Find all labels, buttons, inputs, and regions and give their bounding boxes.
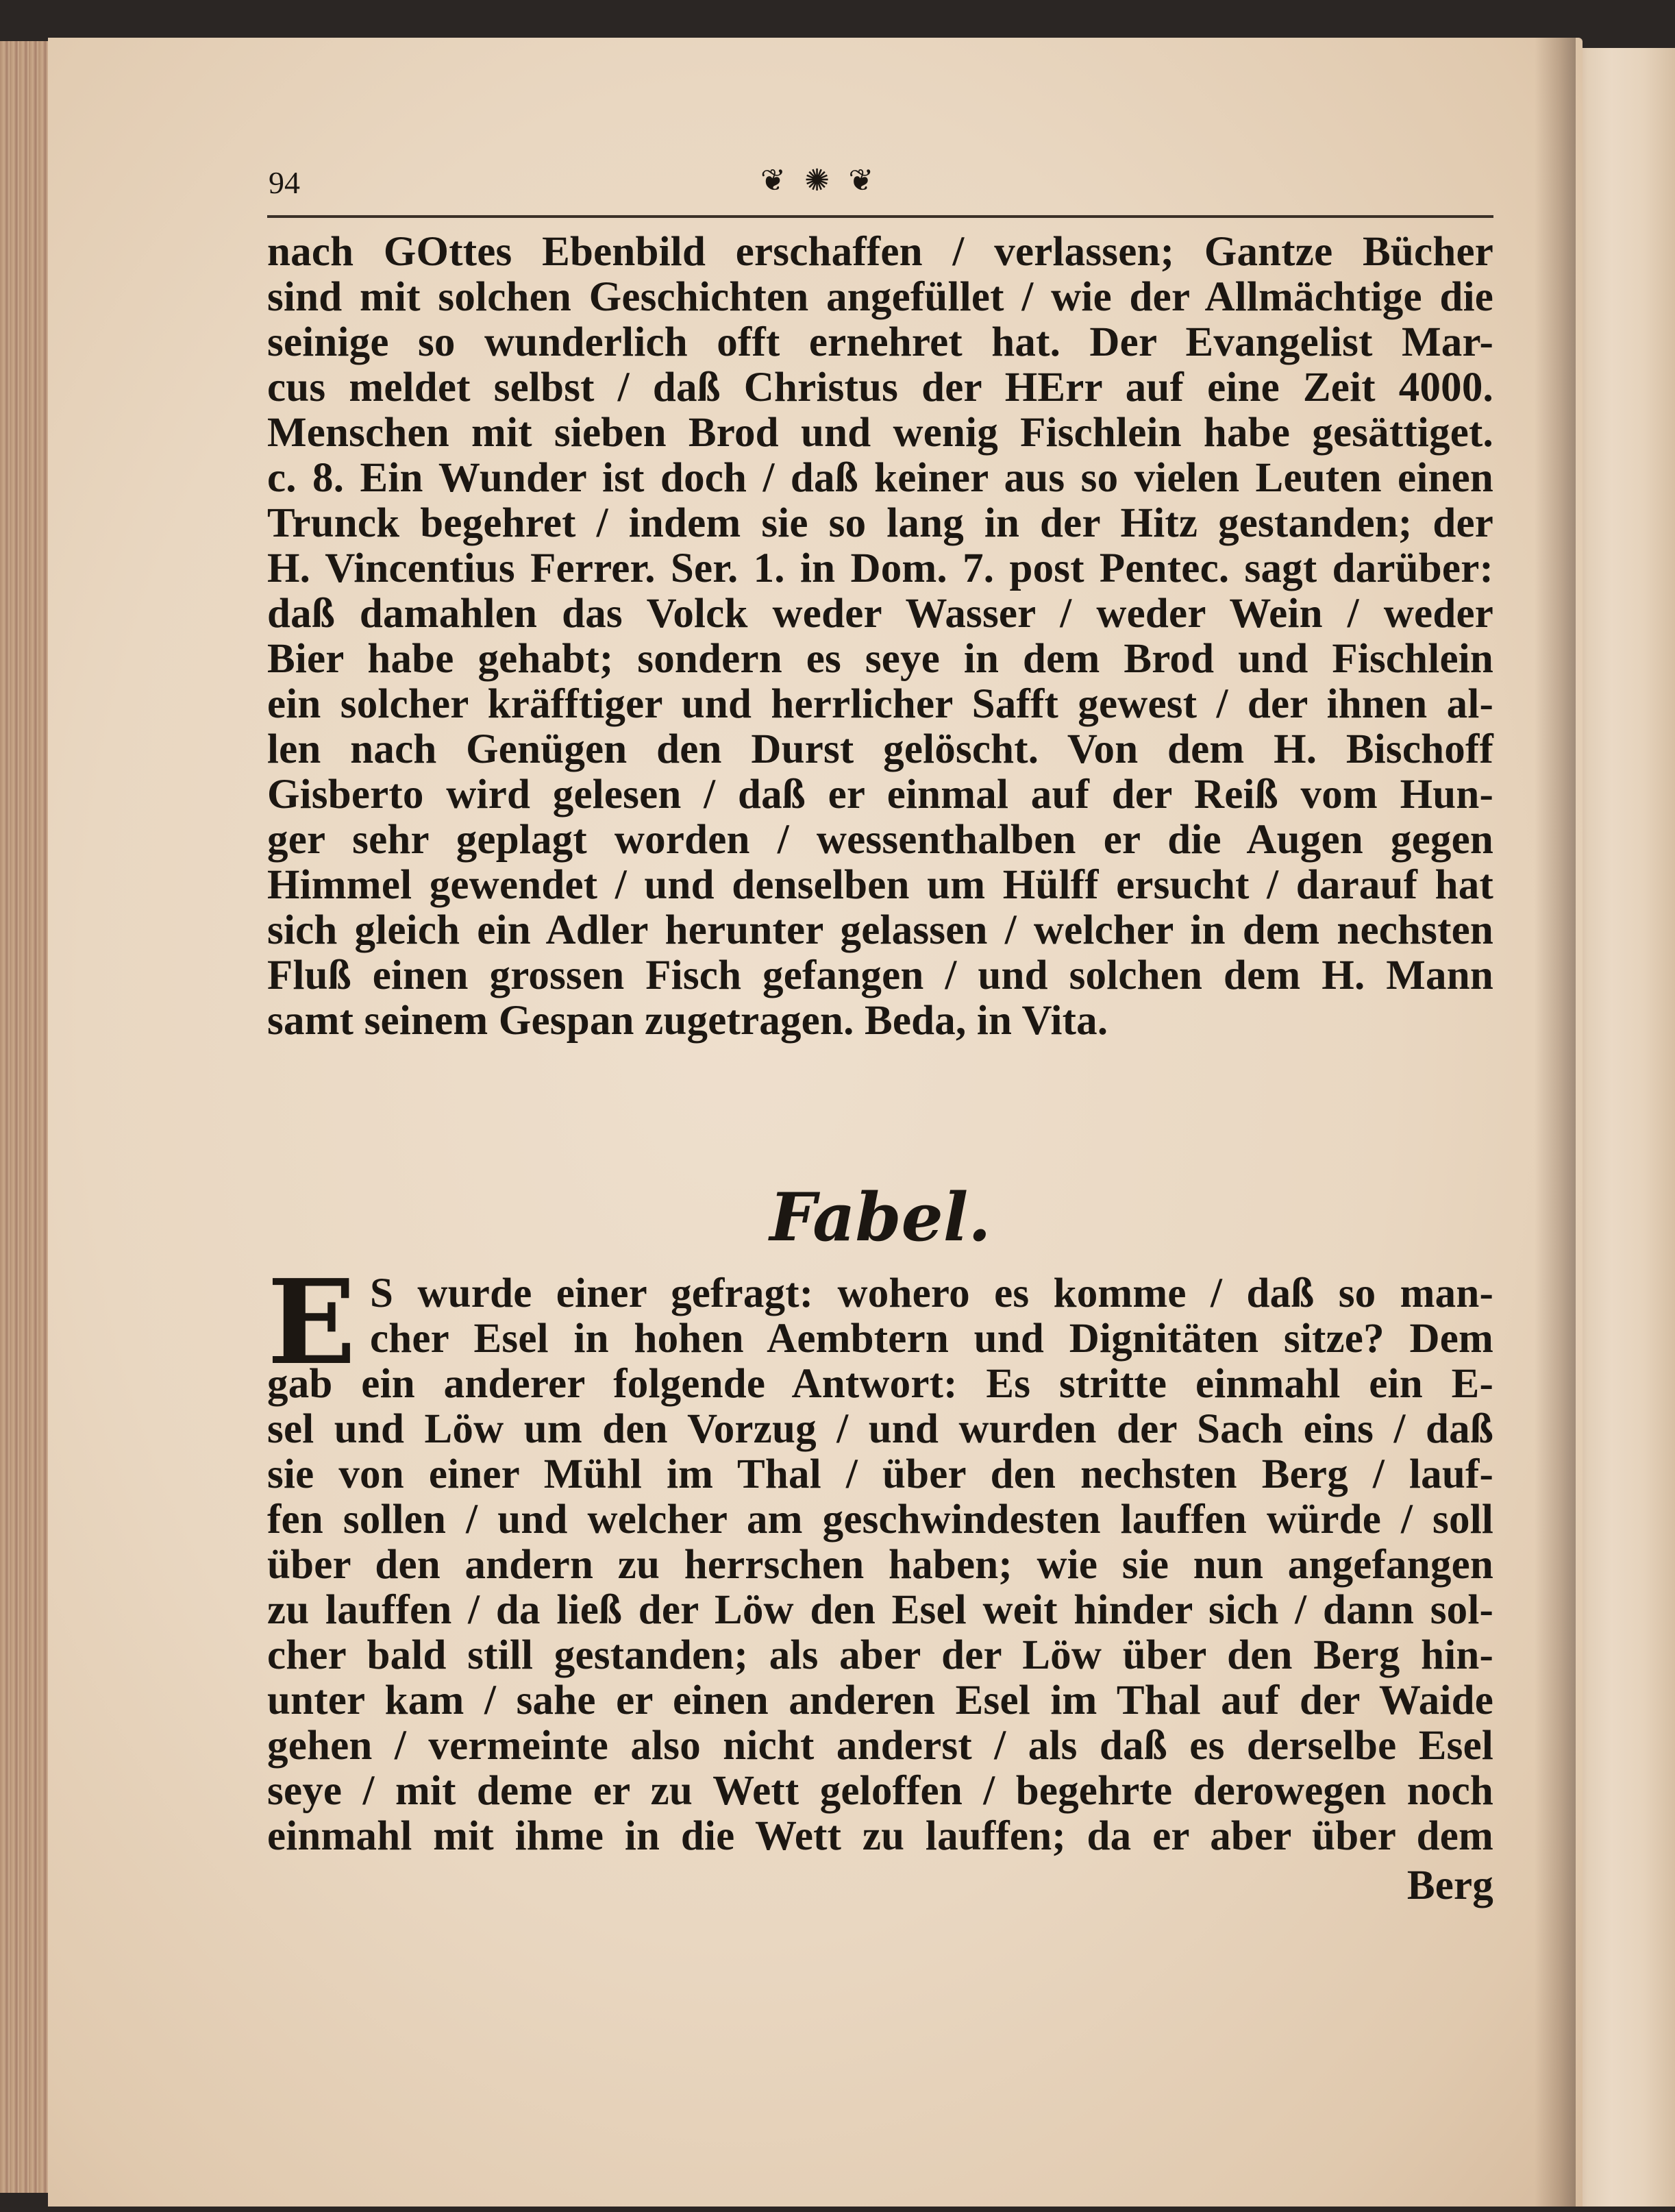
text-line: gehen / vermeinte also nicht anderst / als daß es derselbe Esel [267,1723,1493,1769]
right-page-edges [1569,48,1675,2207]
page-content [267,158,1493,1908]
text-line: Bier habe gehabt; sondern es seye in dem Brod und Fischlein [267,636,1493,682]
text-line: nach GOttes Ebenbild erschaffen / verlassen; Gantze Bücher [267,229,1493,275]
text-line: Gisberto wird gelesen / daß er einmal auf der Reiß vom Hun- [267,772,1493,818]
text-line: seye / mit deme er zu Wett geloffen / begehrte derowegen noch [267,1768,1493,1814]
text-line: ein solcher kräfftiger und herrlicher Safft gewest / der ihnen al- [267,681,1493,727]
text-line: Fluß einen grossen Fisch gefangen / und solchen dem H. Mann [267,953,1493,998]
text-line: fen sollen / und welcher am geschwindesten lauffen würde / soll [267,1497,1493,1543]
text-line: Menschen mit sieben Brod und wenig Fischlein habe gesättiget. [267,410,1493,456]
text-line: cher Esel in hohen Aembtern und Dignitäten sitze? Dem [370,1316,1493,1362]
text-line: cus meldet selbst / daß Christus der HErr auf eine Zeit 4000. [267,365,1493,410]
gutter-shadow [1535,38,1576,2207]
text-line: cher bald still gestanden; als aber der Löw über den Berg hin- [267,1632,1493,1678]
text-line: Trunck begehret / indem sie so lang in der Hitz gestanden; der [267,500,1493,546]
drop-cap: E [267,1254,356,1391]
text-line: gab ein anderer folgende Antwort: Es stritte einmahl ein E- [267,1361,1493,1407]
text-line: sel und Löw um den Vorzug / und wurden der Sach eins / daß [267,1406,1493,1452]
text-line: S wurde einer gefragt: wohero es komme / daß so man- [370,1270,1493,1316]
text-line: zu lauffen / da ließ der Löw den Esel weit hinder sich / dann sol- [267,1587,1493,1633]
paragraph-1 [267,230,1493,1044]
section-title-fabel: Fabel. [769,1179,991,1256]
fabel-paragraph [267,1254,1493,1908]
text-line: über den andern zu herrschen haben; wie sie nun angefangen [267,1542,1493,1588]
text-line: sie von einer Mühl im Thal / über den nechsten Berg / lauf- [267,1451,1493,1497]
text-line: c. 8. Ein Wunder ist doch / daß keiner aus so vielen Leuten einen [267,455,1493,501]
text-line: seinige so wunderlich offt ernehret hat. Der Evangelist Mar- [267,319,1493,365]
text-line: H. Vincentius Ferrer. Ser. 1. in Dom. 7. post Pentec. sagt darüber: [267,545,1493,591]
text-line: einmahl mit ihme in die Wett zu lauffen; da er aber über dem [267,1813,1493,1859]
header-ornament: ❦ ✺ ❦ [760,163,878,198]
text-line: Himmel gewendet / und denselben um Hülff ersucht / darauf hat [267,862,1493,908]
text-line: sind mit solchen Geschichten angefüllet / wie der Allmächtige die [267,274,1493,320]
text-line: unter kam / sahe er einen anderen Esel im Thal auf der Waide [267,1678,1493,1723]
page-header [267,158,1493,212]
page-number: 94 [269,165,300,200]
text-line: ger sehr geplagt worden / wessenthalben er die Augen gegen [267,817,1493,863]
text-line: daß damahlen das Volck weder Wasser / weder Wein / weder [267,591,1493,637]
left-page-edges [0,41,55,2193]
catchword: Berg [1406,1863,1493,1908]
text-line: samt seinem Gespan zugetragen. Beda, in Vita. [267,998,1108,1044]
text-line: len nach Genügen den Durst gelöscht. Von dem H. Bischoff [267,726,1493,772]
header-rule [267,215,1493,218]
text-line: sich gleich ein Adler herunter gelassen / welcher in dem nechsten [267,907,1493,953]
